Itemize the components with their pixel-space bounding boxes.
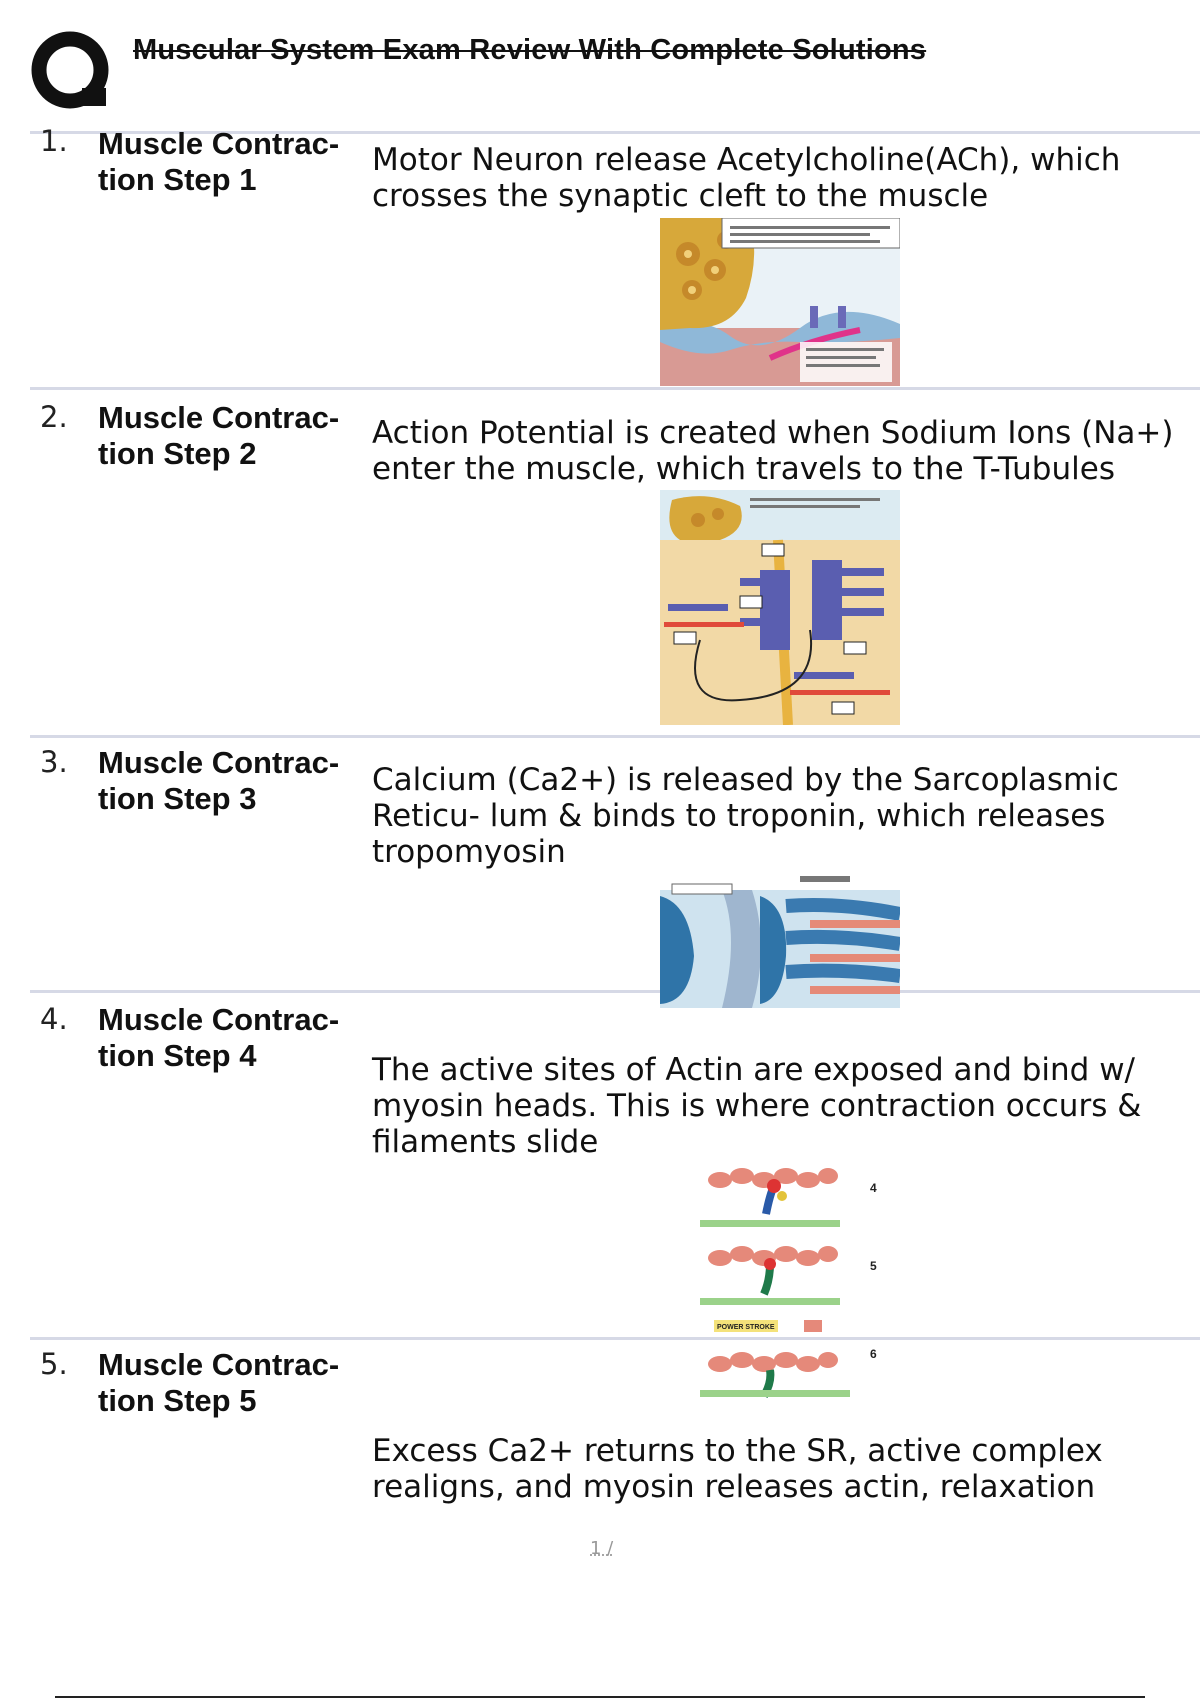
card-definition: Calcium (Ca2+) is released by the Sarcoplasmic Reticu- lum & binds to troponin, which releases tropomyosin (372, 762, 1119, 870)
card-definition: Excess Ca2+ returns to the SR, active complex realigns, and myosin releases actin, relaxation (372, 1433, 1103, 1505)
card-term: Muscle Contrac- tion Step 3 (98, 745, 340, 816)
row-divider (30, 735, 1200, 738)
card-number: 5. (40, 1347, 68, 1381)
q-logo-icon (30, 30, 114, 114)
t-tubule-action-potential-figure (660, 490, 900, 725)
figure-label: 6 (870, 1347, 877, 1361)
card-definition: Motor Neuron release Acetylcholine(ACh), which crosses the synaptic cleft to the muscle (372, 142, 1121, 214)
document-title: Muscular System Exam Review With Complete Solutions (133, 34, 927, 66)
row-divider (30, 990, 1200, 993)
card-number: 2. (40, 400, 68, 434)
card-number: 1. (40, 124, 68, 158)
card-definition: The active sites of Actin are exposed and bind w/ myosin heads. This is where contraction occurs & filaments slide (372, 1052, 1142, 1160)
card-term: Muscle Contrac- tion Step 5 (98, 1347, 340, 1418)
row-divider (30, 387, 1200, 390)
card-term: Muscle Contrac- tion Step 1 (98, 126, 340, 197)
page-number: 1 / (590, 1538, 614, 1559)
cross-bridge-cycle-figure (700, 1164, 890, 1400)
figure-label: 4 (870, 1181, 877, 1195)
sarcoplasmic-reticulum-figure (660, 876, 900, 1024)
card-definition: Action Potential is created when Sodium Ions (Na+) enter the muscle, which travels to the T-Tubules (372, 415, 1174, 487)
card-term: Muscle Contrac- tion Step 2 (98, 400, 340, 471)
card-number: 4. (40, 1002, 68, 1036)
bottom-rule (55, 1696, 1145, 1698)
card-term: Muscle Contrac- tion Step 4 (98, 1002, 340, 1073)
figure-tag: POWER STROKE (717, 1324, 775, 1331)
row-divider (30, 1337, 1200, 1340)
figure-label: 5 (870, 1259, 877, 1273)
card-number: 3. (40, 745, 68, 779)
neuromuscular-junction-figure (660, 218, 900, 386)
